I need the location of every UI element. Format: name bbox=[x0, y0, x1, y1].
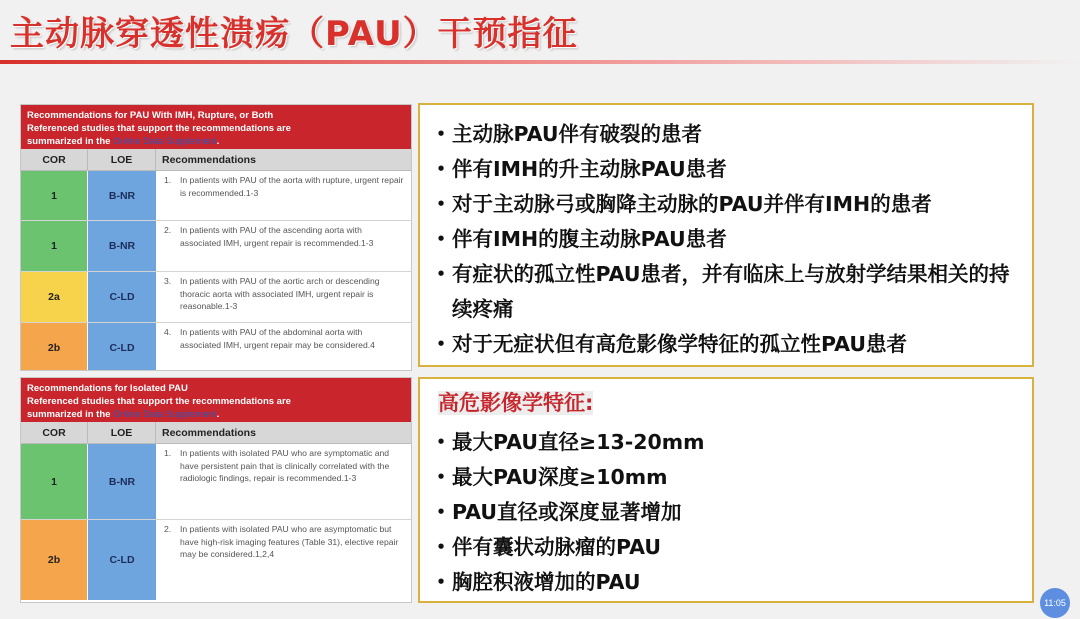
indications-box bbox=[418, 103, 1034, 367]
list-item: • 胸腔积液增加的PAU bbox=[430, 565, 1022, 600]
table-header bbox=[21, 105, 411, 149]
table-row bbox=[21, 444, 411, 520]
list-item: • 伴有IMH的升主动脉PAU患者 bbox=[430, 152, 1022, 187]
list-item: • 主动脉PAU伴有破裂的患者 bbox=[430, 117, 1022, 152]
col-recommendations: Recommendations bbox=[155, 422, 411, 443]
list-item: • PAU直径或深度显著增加 bbox=[430, 495, 1022, 530]
table-row bbox=[21, 171, 411, 221]
recommendation-cell: 4. In patients with PAU of the abdominal aorta with associated IMH, urgent repair may be considered.4 bbox=[164, 327, 375, 350]
list-item: • 伴有囊状动脉瘤的PAU bbox=[430, 530, 1022, 565]
cor-cell: 1 bbox=[21, 444, 87, 519]
col-cor: COR bbox=[42, 426, 66, 439]
loe-cell: C-LD bbox=[87, 272, 156, 322]
col-loe: LOE bbox=[87, 149, 155, 170]
bullet-icon: • bbox=[436, 433, 446, 451]
loe-cell: B-NR bbox=[87, 171, 156, 220]
bullet-icon: • bbox=[436, 503, 446, 521]
online-data-supplement-link[interactable]: Online Data Supplement bbox=[113, 136, 217, 147]
bullet-icon: • bbox=[436, 125, 446, 143]
title-underline bbox=[0, 60, 1080, 64]
list-item: • 对于主动脉弓或胸降主动脉的PAU并伴有IMH的患者 bbox=[430, 187, 1022, 222]
recommendations-table-isolated-pau bbox=[20, 377, 412, 603]
column-headers bbox=[21, 149, 411, 171]
table-subtitle: Referenced studies that support the recommendations are bbox=[27, 123, 291, 134]
list-item: • 对于无症状但有高危影像学特征的孤立性PAU患者 bbox=[430, 327, 1022, 362]
bullet-icon: • bbox=[436, 230, 446, 248]
table-row bbox=[21, 272, 411, 323]
list-item: • 伴有IMH的腹主动脉PAU患者 bbox=[430, 222, 1022, 257]
recommendation-cell: 2. In patients with PAU of the ascending aorta with associated IMH, urgent repair is recommended.1-3 bbox=[164, 225, 374, 248]
table-header bbox=[21, 378, 411, 422]
recommendation-cell: 1. In patients with isolated PAU who are symptomatic and have persistent pain that is clinically correlated with the radiologic findings, repair is recommended.1-3 bbox=[164, 448, 390, 483]
cor-cell: 2a bbox=[21, 272, 87, 322]
bullet-icon: • bbox=[436, 335, 446, 353]
col-cor: COR bbox=[42, 153, 66, 166]
loe-cell: B-NR bbox=[87, 444, 156, 519]
cor-cell: 1 bbox=[21, 171, 87, 220]
list-item: • 最大PAU深度≥10mm bbox=[430, 460, 1022, 495]
col-loe: LOE bbox=[87, 422, 155, 443]
high-risk-heading: 高危影像学特征: bbox=[438, 391, 594, 415]
page-number-badge: 11:05 bbox=[1040, 588, 1070, 618]
loe-cell: C-LD bbox=[87, 520, 156, 600]
bullet-icon: • bbox=[436, 265, 446, 283]
col-recommendations: Recommendations bbox=[155, 149, 411, 170]
cor-cell: 2b bbox=[21, 323, 87, 371]
slide-title: 主动脉穿透性溃疡（PAU）干预指征 bbox=[10, 14, 578, 54]
online-data-supplement-link[interactable]: Online Data Supplement bbox=[113, 409, 217, 420]
loe-cell: B-NR bbox=[87, 221, 156, 271]
high-risk-features-box bbox=[418, 377, 1034, 603]
recommendation-cell: 3. In patients with PAU of the aortic arch or descending thoracic aorta with associated IMH, urgent repair is reasonable.1-3 bbox=[164, 276, 380, 311]
cor-cell: 2b bbox=[21, 520, 87, 600]
table-title: Recommendations for PAU With IMH, Rupture, or Both bbox=[27, 110, 274, 121]
bullet-icon: • bbox=[436, 195, 446, 213]
recommendation-cell: 1. In patients with PAU of the aorta with rupture, urgent repair is recommended.1-3 bbox=[164, 175, 404, 198]
column-headers bbox=[21, 422, 411, 444]
list-item: • 有症状的孤立性PAU患者，并有临床上与放射学结果相关的持续疼痛 bbox=[430, 257, 1022, 327]
bullet-icon: • bbox=[436, 160, 446, 178]
table-row bbox=[21, 323, 411, 371]
table-row bbox=[21, 520, 411, 600]
table-subtitle: Referenced studies that support the recommendations are bbox=[27, 396, 291, 407]
list-item: • 最大PAU直径≥13-20mm bbox=[430, 425, 1022, 460]
loe-cell: C-LD bbox=[87, 323, 156, 371]
table-subtitle-2: summarized in the Online Data Supplement. bbox=[27, 136, 220, 147]
bullet-icon: • bbox=[436, 538, 446, 556]
table-subtitle-2: summarized in the Online Data Supplement. bbox=[27, 409, 220, 420]
recommendation-cell: 2. In patients with isolated PAU who are asymptomatic but have high-risk imaging features (Table 31), elective repair may be considered.1,2,4 bbox=[164, 524, 399, 559]
table-row bbox=[21, 221, 411, 272]
table-title: Recommendations for Isolated PAU bbox=[27, 383, 188, 394]
cor-cell: 1 bbox=[21, 221, 87, 271]
recommendations-table-imh-rupture bbox=[20, 104, 412, 371]
bullet-icon: • bbox=[436, 573, 446, 591]
bullet-icon: • bbox=[436, 468, 446, 486]
